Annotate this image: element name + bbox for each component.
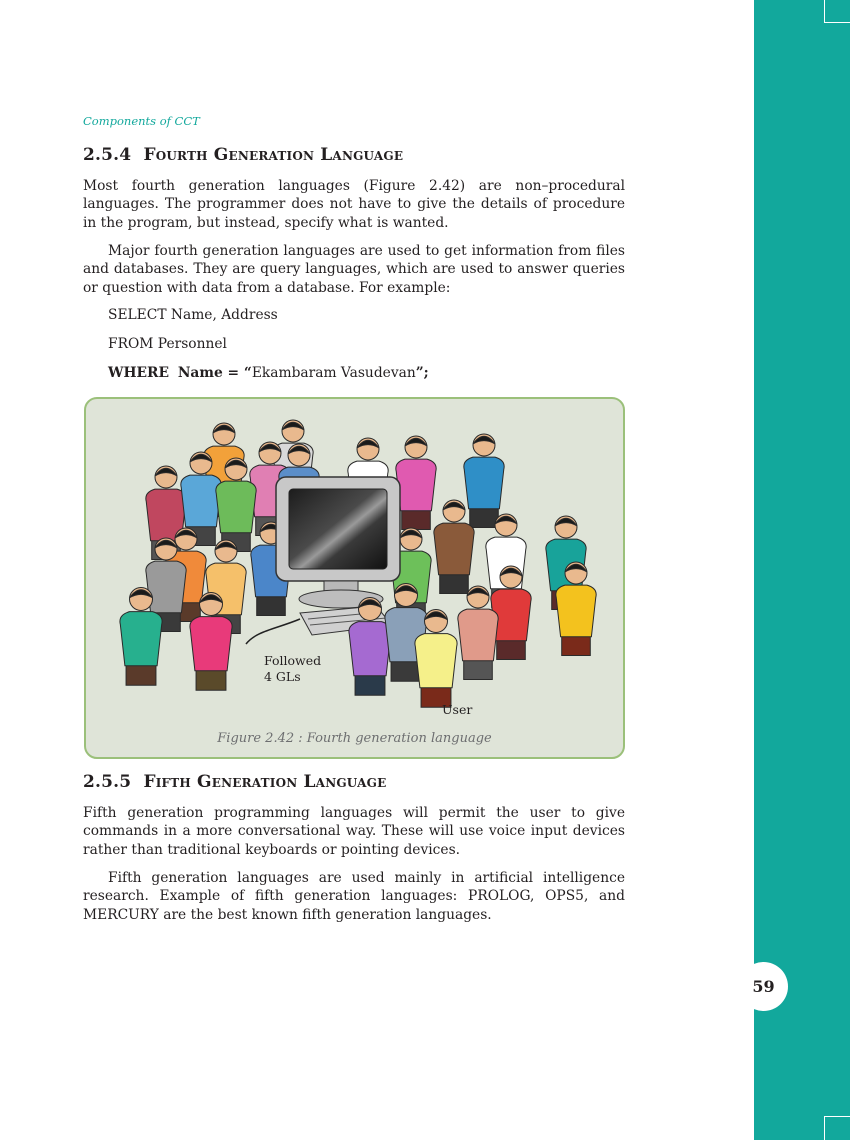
page-number: 59: [739, 962, 788, 1011]
code-line: FROM Personnel: [108, 336, 227, 352]
section-heading-2-5-4: [83, 145, 403, 165]
person-figure: [396, 436, 436, 530]
section-heading-2-5-5: [83, 772, 386, 792]
person-figure: [464, 434, 504, 528]
paragraph: Most fourth generation languages (Figure 2.42) are non–procedural languages. The programmer does not have to give the details of procedure in the program, but instead, specify what is wanted.: [83, 178, 625, 231]
figure-label-user: User: [442, 702, 473, 717]
figure-label-line: 4 GLs: [264, 669, 301, 684]
paragraph: Major fourth generation languages are used to get information from files and databases. They are query languages, which are used to answer queries or question with data from a database. For example:: [83, 243, 625, 296]
figure-label-followed: [264, 653, 321, 685]
crowd-illustration: [86, 399, 623, 757]
paragraph: Fifth generation languages are used mainly in artificial intelligence research. Example of fifth generation languages: PROLOG, OPS5, and MERCURY are the best known fifth generation languages.: [83, 870, 625, 923]
computer-monitor-icon: [276, 477, 400, 608]
code-line: SELECT Name, Address: [108, 307, 278, 323]
code-keyword: Name = “: [177, 365, 252, 381]
section-number: 2.5.5: [83, 772, 132, 792]
crop-mark-top: [824, 0, 850, 23]
code-keyword: WHERE: [108, 365, 170, 381]
code-value: Ekambaram Vasudevan: [251, 365, 416, 381]
code-line: [108, 365, 429, 381]
paragraph: Fifth generation programming languages will permit the user to give commands in a more conversational way. These will use voice input devices rather than traditional keyboards or pointing devices.: [83, 805, 625, 858]
section-title: Fourth Generation Language: [143, 145, 404, 165]
person-figure: [434, 500, 474, 594]
code-terminator: ”;: [415, 365, 429, 381]
figure-box: [84, 397, 625, 759]
section-number: 2.5.4: [83, 145, 132, 165]
running-head: Components of CCT: [83, 114, 200, 128]
figure-label-line: Followed: [264, 653, 322, 668]
figure-caption: Figure 2.42 : Fourth generation language: [217, 731, 492, 746]
section-title: Fifth Generation Language: [143, 772, 387, 792]
crop-mark-bottom: [824, 1116, 850, 1147]
